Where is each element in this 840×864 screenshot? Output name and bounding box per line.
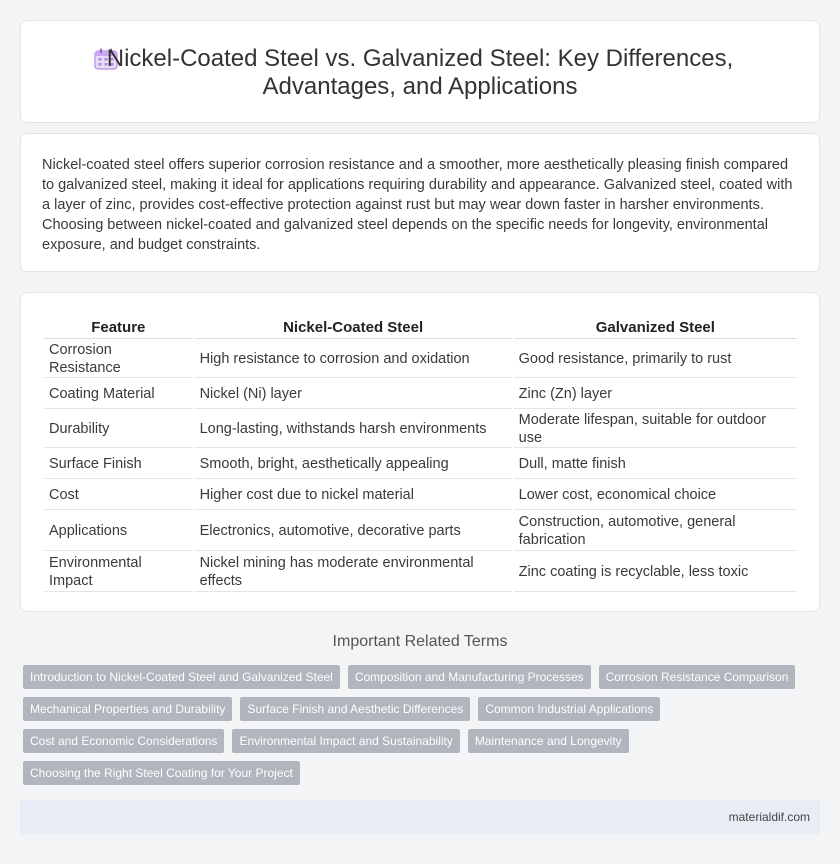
title-card: [20, 20, 820, 123]
feature-cell: Coating Material: [44, 380, 193, 409]
related-term-tag[interactable]: Composition and Manufacturing Processes: [348, 665, 591, 689]
related-term-tag[interactable]: Introduction to Nickel-Coated Steel and Galvanized Steel: [23, 665, 340, 689]
intro-paragraph: Nickel-coated steel offers superior corrosion resistance and a smoother, more aesthetically pleasing finish compared to galvanized steel, making it ideal for applications requiring durability and appearance. Galvanized steel, coated with a layer of zinc, provides cost-effective protection against rust but may wear down faster in harsher environments. Choosing between nickel-coated and galvanized steel depends on the specific needs for longevity, environmental exposure, and budget constraints.: [42, 157, 793, 253]
footer: [20, 800, 820, 834]
title-line-2: Advantages, and Applications: [262, 73, 578, 100]
related-terms-list: [23, 665, 823, 793]
nickel-cell: High resistance to corrosion and oxidation: [195, 341, 512, 378]
galvanized-cell: Construction, automotive, general fabrication: [514, 512, 797, 551]
related-terms-heading: Important Related Terms: [332, 633, 508, 650]
galvanized-cell: Moderate lifespan, suitable for outdoor use: [514, 411, 797, 448]
table-row: [44, 341, 797, 378]
header-feature: Feature: [44, 317, 193, 339]
nickel-cell: Electronics, automotive, decorative parts: [195, 512, 512, 551]
comparison-card: [20, 292, 820, 612]
feature-cell: Surface Finish: [44, 450, 193, 479]
galvanized-cell: Dull, matte finish: [514, 450, 797, 479]
feature-cell: Cost: [44, 481, 193, 510]
related-term-tag[interactable]: Cost and Economic Considerations: [23, 729, 224, 753]
related-term-tag[interactable]: Maintenance and Longevity: [468, 729, 629, 753]
header-galvanized: Galvanized Steel: [514, 317, 797, 339]
nickel-cell: Long-lasting, withstands harsh environments: [195, 411, 512, 448]
intro-card: [20, 133, 820, 272]
table-row: [44, 411, 797, 448]
feature-cell: Environmental Impact: [44, 553, 193, 592]
nickel-cell: Nickel mining has moderate environmental effects: [195, 553, 512, 592]
related-term-tag[interactable]: Corrosion Resistance Comparison: [599, 665, 796, 689]
related-term-tag[interactable]: Environmental Impact and Sustainability: [232, 729, 459, 753]
related-term-tag[interactable]: Choosing the Right Steel Coating for Your Project: [23, 761, 300, 785]
feature-cell: Applications: [44, 512, 193, 551]
footer-site-link[interactable]: materialdif.com: [728, 810, 810, 824]
table-row: [44, 450, 797, 479]
table-row: [44, 512, 797, 551]
feature-cell: Corrosion Resistance: [44, 341, 193, 378]
table-row: [44, 380, 797, 409]
table-header-row: [44, 317, 797, 339]
related-term-tag[interactable]: Common Industrial Applications: [478, 697, 660, 721]
related-term-tag[interactable]: Surface Finish and Aesthetic Differences: [240, 697, 470, 721]
table-row: [44, 481, 797, 510]
table-row: [44, 553, 797, 592]
feature-cell: Durability: [44, 411, 193, 448]
nickel-cell: Nickel (Ni) layer: [195, 380, 512, 409]
header-nickel: Nickel-Coated Steel: [195, 317, 512, 339]
comparison-table: [42, 315, 799, 594]
galvanized-cell: Zinc coating is recyclable, less toxic: [514, 553, 797, 592]
title-line-1: Nickel-Coated Steel vs. Galvanized Steel: Key Differences,: [106, 45, 734, 72]
related-term-tag[interactable]: Mechanical Properties and Durability: [23, 697, 232, 721]
page-title: [21, 45, 819, 101]
galvanized-cell: Good resistance, primarily to rust: [514, 341, 797, 378]
galvanized-cell: Zinc (Zn) layer: [514, 380, 797, 409]
nickel-cell: Smooth, bright, aesthetically appealing: [195, 450, 512, 479]
nickel-cell: Higher cost due to nickel material: [195, 481, 512, 510]
galvanized-cell: Lower cost, economical choice: [514, 481, 797, 510]
